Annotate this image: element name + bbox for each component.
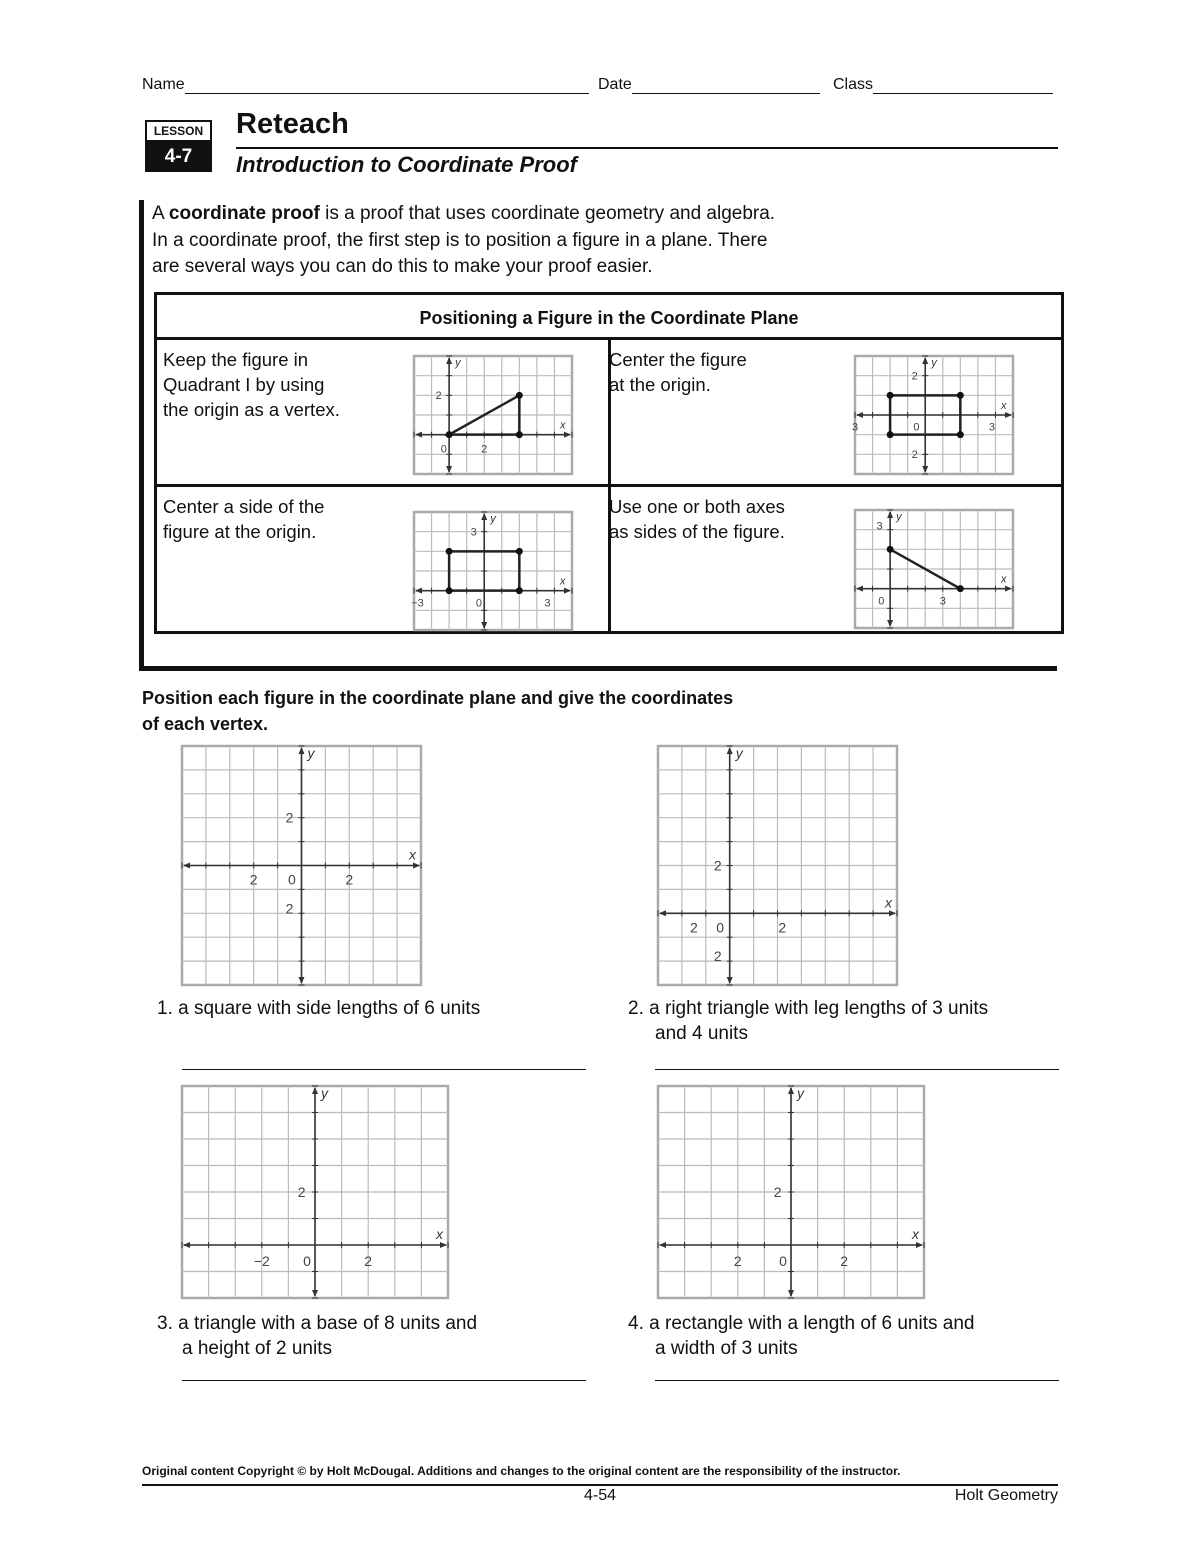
tick-label: 3 bbox=[876, 520, 883, 533]
x-axis-label: x bbox=[912, 1226, 919, 1242]
vertex-point bbox=[957, 392, 964, 399]
vertex-point bbox=[516, 548, 523, 555]
lesson-badge bbox=[145, 120, 212, 172]
y-axis-label: y bbox=[931, 357, 937, 369]
class-label: Class bbox=[833, 76, 874, 93]
tick-label: 3 bbox=[470, 526, 477, 539]
tick-label: 0 bbox=[878, 595, 885, 608]
page-subtitle: Introduction to Coordinate Proof bbox=[236, 152, 577, 177]
tick-label: 0 bbox=[779, 1252, 787, 1269]
practice-grid-2 bbox=[654, 742, 901, 989]
problem-3: 3. a triangle with a base of 8 units and a height of 2 units bbox=[157, 1313, 478, 1359]
table-cell-axes-sides: Use one or both axes as sides of the figure. bbox=[609, 496, 785, 542]
date-label: Date bbox=[598, 76, 632, 93]
practice-grid-4 bbox=[654, 1082, 928, 1302]
practice-grid-3 bbox=[178, 1082, 452, 1302]
intro-line-3: are several ways you can do this to make your proof easier. bbox=[152, 256, 653, 277]
tick-label: 0 bbox=[303, 1252, 311, 1269]
tick-label: 2 bbox=[285, 809, 294, 826]
vertex-point bbox=[887, 431, 894, 438]
tick-label: 2 bbox=[345, 871, 354, 888]
tick-label: 2 bbox=[249, 871, 258, 888]
vertex-point bbox=[516, 587, 523, 594]
tick-label: 2 bbox=[481, 443, 488, 456]
practice-grid-1 bbox=[178, 742, 425, 989]
page-title: Reteach bbox=[236, 108, 349, 140]
example-grid-center-side bbox=[410, 508, 576, 634]
tick-label: 2 bbox=[840, 1252, 849, 1269]
table-cell-quadrant: Keep the figure in Quadrant I by using the origin as a vertex. bbox=[163, 349, 340, 420]
example-grid-axes-sides bbox=[851, 506, 1017, 632]
name-label: Name bbox=[142, 76, 185, 93]
vertex-point bbox=[446, 587, 453, 594]
vertex-point bbox=[446, 431, 453, 438]
x-axis-label: x bbox=[1001, 573, 1007, 586]
x-axis-label: x bbox=[560, 575, 566, 588]
answer-line-3[interactable] bbox=[182, 1380, 586, 1381]
section-bottom-bar bbox=[139, 666, 1057, 671]
vertex-point bbox=[516, 431, 523, 438]
tick-label: 2 bbox=[297, 1183, 306, 1200]
tick-label: 3 bbox=[939, 595, 946, 608]
y-axis-label: y bbox=[797, 1085, 804, 1101]
intro-line-2: In a coordinate proof, the first step is to position a figure in a plane. There bbox=[152, 230, 768, 251]
answer-line-1[interactable] bbox=[182, 1069, 586, 1070]
tick-label: 2 bbox=[435, 390, 442, 403]
x-axis-label: x bbox=[436, 1226, 443, 1242]
tick-label: 0 bbox=[716, 919, 725, 936]
vertex-point bbox=[887, 392, 894, 399]
tick-label: 2 bbox=[364, 1252, 373, 1269]
problem-2: 2. a right triangle with leg lengths of 3 units and 4 units bbox=[628, 998, 989, 1044]
copyright-notice: Original content Copyright © by Holt McDougal. Additions and changes to the original content are the responsibility of the instructor. bbox=[142, 1464, 901, 1478]
x-axis-label: x bbox=[885, 894, 892, 911]
intro-line-1: A coordinate proof is a proof that uses coordinate geometry and algebra. bbox=[152, 203, 776, 224]
answer-line-4[interactable] bbox=[655, 1380, 1059, 1381]
vertex-point bbox=[957, 431, 964, 438]
tick-label: 2 bbox=[713, 857, 722, 874]
x-axis-label: x bbox=[409, 846, 416, 863]
tick-label: 2 bbox=[689, 919, 698, 936]
problem-1: 1. a square with side lengths of 6 units bbox=[157, 998, 481, 1019]
y-axis-label: y bbox=[307, 745, 315, 761]
y-axis-label: y bbox=[735, 745, 743, 761]
table-cell-center-origin: Center the figure at the origin. bbox=[609, 349, 747, 395]
y-axis-label: y bbox=[896, 511, 902, 523]
title-divider bbox=[236, 147, 1058, 149]
y-axis-label: y bbox=[321, 1085, 328, 1101]
tick-label: 2 bbox=[911, 370, 918, 383]
tick-label: 2 bbox=[713, 948, 722, 965]
book-title: Holt Geometry bbox=[954, 1487, 1058, 1504]
tick-label: 0 bbox=[440, 443, 447, 456]
vertex-point bbox=[957, 585, 964, 592]
tick-label: 2 bbox=[733, 1252, 742, 1269]
tick-label: 3 bbox=[988, 421, 995, 434]
tick-label: 2 bbox=[911, 449, 918, 462]
x-axis-label: x bbox=[1001, 400, 1007, 412]
practice-heading: Position each figure in the coordinate plane and give the coordinates bbox=[142, 688, 734, 708]
lesson-number: 4-7 bbox=[145, 142, 212, 172]
date-field[interactable] bbox=[598, 76, 820, 94]
table-title: Positioning a Figure in the Coordinate Plane bbox=[157, 295, 1061, 340]
problem-4: 4. a rectangle with a length of 6 units and a width of 3 units bbox=[628, 1313, 975, 1359]
tick-label: −2 bbox=[253, 1252, 270, 1269]
tick-label: −3 bbox=[411, 597, 424, 610]
tick-label: 2 bbox=[778, 919, 787, 936]
vertex-point bbox=[446, 548, 453, 555]
tick-label: 2 bbox=[285, 900, 294, 917]
lesson-label: LESSON bbox=[145, 120, 212, 142]
tick-label: 2 bbox=[773, 1183, 782, 1200]
vertex-point bbox=[887, 546, 894, 553]
practice-heading-cont: of each vertex. bbox=[142, 714, 269, 734]
page-number: 4-54 bbox=[583, 1487, 617, 1504]
tick-label: 0 bbox=[288, 871, 296, 888]
y-axis-label: y bbox=[455, 357, 461, 369]
y-axis-label: y bbox=[490, 513, 496, 525]
tick-label: 3 bbox=[851, 421, 859, 434]
tick-label: 0 bbox=[475, 597, 483, 610]
tick-label: 0 bbox=[913, 421, 920, 434]
name-field[interactable] bbox=[142, 76, 589, 94]
class-field[interactable] bbox=[833, 76, 1053, 94]
example-grid-center-origin bbox=[851, 352, 1017, 478]
table-cell-center-side: Center a side of the figure at the origin. bbox=[163, 496, 325, 542]
x-axis-label: x bbox=[560, 419, 566, 432]
term-coordinate-proof: coordinate proof bbox=[168, 203, 320, 224]
tick-label: 3 bbox=[544, 597, 551, 610]
example-grid-quadrant bbox=[410, 352, 576, 478]
vertex-point bbox=[516, 392, 523, 399]
left-border-bar bbox=[139, 200, 144, 670]
answer-line-2[interactable] bbox=[655, 1069, 1059, 1070]
